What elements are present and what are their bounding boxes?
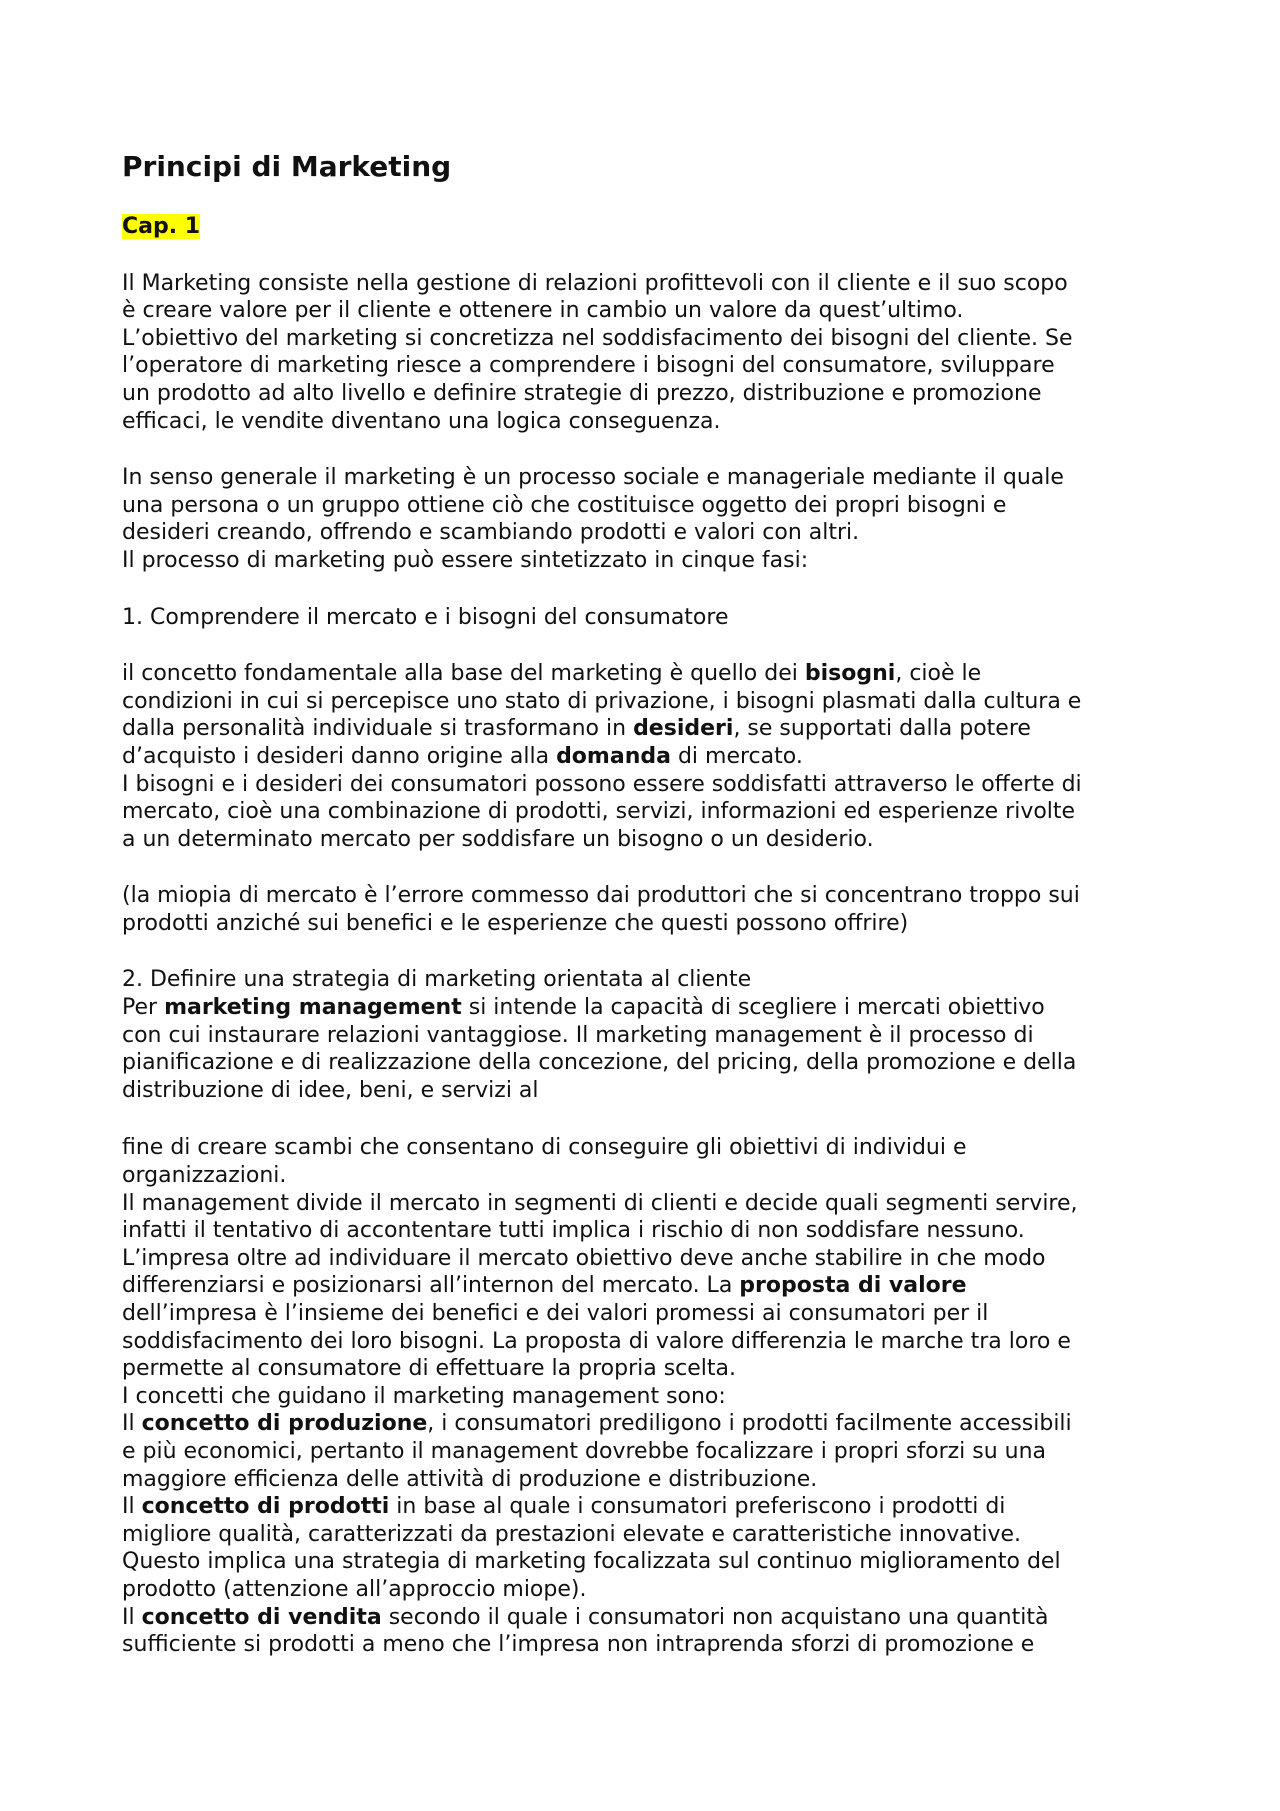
- document-page: [122, 150, 1182, 1659]
- paragraph-needs: [122, 660, 1182, 853]
- text-run: si intende la capacità di scegliere i mercati obiettivo: [461, 995, 1045, 1021]
- bold-term-domanda: domanda: [556, 743, 671, 769]
- text-line: [122, 743, 1182, 771]
- text-line: migliore qualità, caratterizzati da prestazioni elevate e caratteristiche innovative.: [122, 1521, 1022, 1547]
- text-run: il concetto fondamentale alla base del marketing è quello dei: [122, 661, 805, 687]
- text-run: di mercato.: [670, 743, 803, 769]
- text-run: d’acquisto i desideri danno origine alla: [122, 743, 557, 769]
- text-line: prodotto (attenzione all’approccio miope).: [122, 1576, 587, 1602]
- chapter-heading: [122, 213, 1182, 241]
- bold-term-concetto-di-prodotti: concetto di prodotti: [141, 1494, 390, 1520]
- spacer: [122, 937, 1182, 966]
- bold-term-desideri: desideri: [633, 716, 734, 742]
- chapter-label: Cap. 1: [122, 214, 201, 239]
- text-line: con cui instaurare relazioni vantaggiose. Il marketing management è il processo di: [122, 1022, 1034, 1048]
- text-line: [122, 1272, 1182, 1300]
- text-run: , cioè le: [895, 661, 982, 687]
- text-line: a un determinato mercato per soddisfare un bisogno o un desiderio.: [122, 826, 874, 852]
- paragraph-definition: [122, 464, 1182, 574]
- bold-term-concetto-di-vendita: concetto di vendita: [141, 1604, 382, 1630]
- text-line: sufficiente si prodotti a meno che l’impresa non intraprenda sforzi di promozione e: [122, 1632, 1035, 1658]
- text-line: una persona o un gruppo ottiene ciò che costituisce oggetto dei propri bisogni e: [122, 492, 1007, 518]
- text-line: soddisfacimento dei loro bisogni. La proposta di valore differenzia le marche tra loro e: [122, 1328, 1071, 1354]
- paragraph-management: [122, 1134, 1182, 1658]
- spacer: [122, 631, 1182, 660]
- text-line: [122, 1410, 1182, 1438]
- text-line: prodotti anziché sui benefici e le esperienze che questi possono offrire): [122, 910, 909, 936]
- text-run: dalla personalità individuale si trasformano in: [122, 716, 634, 742]
- paragraph-myopia: [122, 882, 1182, 937]
- spacer: [122, 853, 1182, 882]
- text-line: Il management divide il mercato in segmenti di clienti e decide quali segmenti servire,: [122, 1190, 1078, 1216]
- spacer: [122, 241, 1182, 270]
- text-run: , se supportati dalla potere: [733, 716, 1031, 742]
- text-line: desideri creando, offrendo e scambiando prodotti e valori con altri.: [122, 520, 860, 546]
- text-run: , i consumatori prediligono i prodotti facilmente accessibili: [427, 1411, 1072, 1437]
- paragraph-strategy: [122, 966, 1182, 1104]
- text-line: dell’impresa è l’insieme dei benefici e dei valori promessi ai consumatori per il: [122, 1301, 989, 1326]
- document-title: Principi di Marketing: [122, 150, 452, 183]
- text-line: Questo implica una strategia di marketing focalizzata sul continuo miglioramento del: [122, 1549, 1061, 1575]
- text-line: infatti il tentativo di accontentare tutti implica i rischio di non soddisfare nessuno.: [122, 1218, 1025, 1244]
- text-line: I bisogni e i desideri dei consumatori possono essere soddisfatti attraverso le offerte di: [122, 771, 1082, 797]
- text-line: [122, 1604, 1182, 1632]
- text-line: fine di creare scambi che consentano di conseguire gli obiettivi di individui e: [122, 1135, 967, 1161]
- text-line: In senso generale il marketing è un processo sociale e manageriale mediante il quale: [122, 465, 1064, 491]
- paragraph-intro: [122, 270, 1182, 436]
- text-line: L’impresa oltre ad individuare il mercato obiettivo deve anche stabilire in che modo: [122, 1245, 1046, 1271]
- text-line: è creare valore per il cliente e ottenere in cambio un valore da quest’ultimo.: [122, 298, 964, 324]
- text-line: permette al consumatore di effettuare la propria scelta.: [122, 1356, 737, 1382]
- bold-term-marketing-management: marketing management: [164, 995, 462, 1021]
- text-run: Per: [122, 995, 165, 1021]
- step-2-heading: 2. Definire una strategia di marketing orientata al cliente: [122, 967, 752, 993]
- text-run: differenziarsi e posizionarsi all’internon del mercato. La: [122, 1273, 740, 1299]
- text-line: organizzazioni.: [122, 1163, 287, 1189]
- text-line: distribuzione di idee, beni, e servizi al: [122, 1077, 539, 1103]
- text-line: L’obiettivo del marketing si concretizza nel soddisfacimento dei bisogni del cliente. Se: [122, 325, 1073, 351]
- bold-term-bisogni: bisogni: [804, 661, 896, 687]
- text-run: Il: [122, 1411, 142, 1437]
- text-line: mercato, cioè una combinazione di prodotti, servizi, informazioni ed esperienze rivolte: [122, 799, 1076, 825]
- bold-term-proposta-di-valore: proposta di valore: [739, 1273, 967, 1299]
- text-line: [122, 994, 1182, 1022]
- text-run: Il: [122, 1494, 142, 1520]
- text-line: [122, 1493, 1182, 1521]
- text-line: [122, 660, 1182, 688]
- step-1-heading: 1. Comprendere il mercato e i bisogni del consumatore: [122, 604, 729, 630]
- text-line: pianificazione e di realizzazione della concezione, del pricing, della promozione e della: [122, 1050, 1077, 1076]
- text-line: efficaci, le vendite diventano una logica conseguenza.: [122, 408, 721, 434]
- text-line: condizioni in cui si percepisce uno stato di privazione, i bisogni plasmati dalla cultura e: [122, 688, 1082, 714]
- text-run: secondo il quale i consumatori non acquistano una quantità: [381, 1604, 1049, 1630]
- spacer: [122, 1104, 1182, 1134]
- text-line: Il processo di marketing può essere sintetizzato in cinque fasi:: [122, 547, 809, 573]
- bold-term-concetto-di-produzione: concetto di produzione: [141, 1411, 428, 1437]
- text-line: Il Marketing consiste nella gestione di relazioni profittevoli con il cliente e il suo scopo: [122, 270, 1068, 296]
- text-run: Il: [122, 1604, 142, 1630]
- text-line: l’operatore di marketing riesce a comprendere i bisogni del consumatore, sviluppare: [122, 353, 1055, 379]
- text-line: [122, 715, 1182, 743]
- text-line: (la miopia di mercato è l’errore commesso dai produttori che si concentrano troppo sui: [122, 883, 1080, 909]
- text-line: un prodotto ad alto livello e definire strategie di prezzo, distribuzione e promozione: [122, 380, 1042, 406]
- text-line: e più economici, pertanto il management dovrebbe focalizzare i propri sforzi su una: [122, 1438, 1047, 1464]
- text-run: in base al quale i consumatori preferiscono i prodotti di: [389, 1494, 1006, 1520]
- spacer: [122, 575, 1182, 604]
- text-line: I concetti che guidano il marketing management sono:: [122, 1383, 726, 1409]
- text-line: maggiore efficienza delle attività di produzione e distribuzione.: [122, 1466, 818, 1492]
- spacer: [122, 435, 1182, 464]
